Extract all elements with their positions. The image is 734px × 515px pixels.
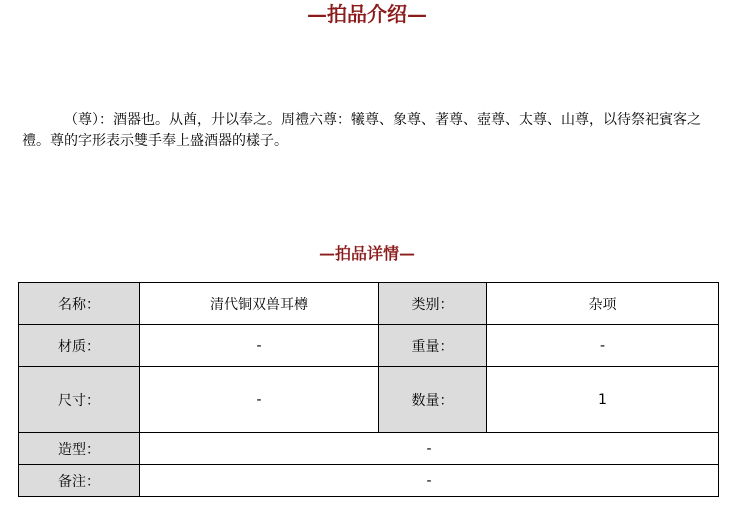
details-table: [18, 282, 719, 497]
quantity-label: 数量：: [379, 367, 487, 433]
weight-label: 重量：: [379, 325, 487, 367]
table-row: [19, 433, 719, 465]
shape-label: 造型：: [19, 433, 140, 465]
material-value: -: [140, 325, 379, 367]
intro-description: （尊）：酒器也。从酋，廾以奉之。周禮六尊：犧尊、象尊、著尊、壺尊、太尊、山尊，以待祭祀賓客之禮。尊的字形表示雙手奉上盛酒器的樣子。: [22, 112, 701, 149]
category-label: 类别：: [379, 283, 487, 325]
weight-value: -: [487, 325, 719, 367]
table-row: [19, 283, 719, 325]
remark-value: -: [140, 465, 719, 497]
category-value: 杂项: [487, 283, 719, 325]
size-value: -: [140, 367, 379, 433]
name-value: 清代铜双兽耳樽: [140, 283, 379, 325]
table-row: [19, 367, 719, 433]
details-title: —拍品详情—: [318, 244, 415, 263]
quantity-value: 1: [487, 367, 719, 433]
size-label: 尺寸：: [19, 367, 140, 433]
name-label: 名称：: [19, 283, 140, 325]
remark-label: 备注：: [19, 465, 140, 497]
shape-value: -: [140, 433, 719, 465]
material-label: 材质：: [19, 325, 140, 367]
intro-title: —拍品介绍—: [307, 2, 427, 26]
table-row: [19, 325, 719, 367]
table-row: [19, 465, 719, 497]
